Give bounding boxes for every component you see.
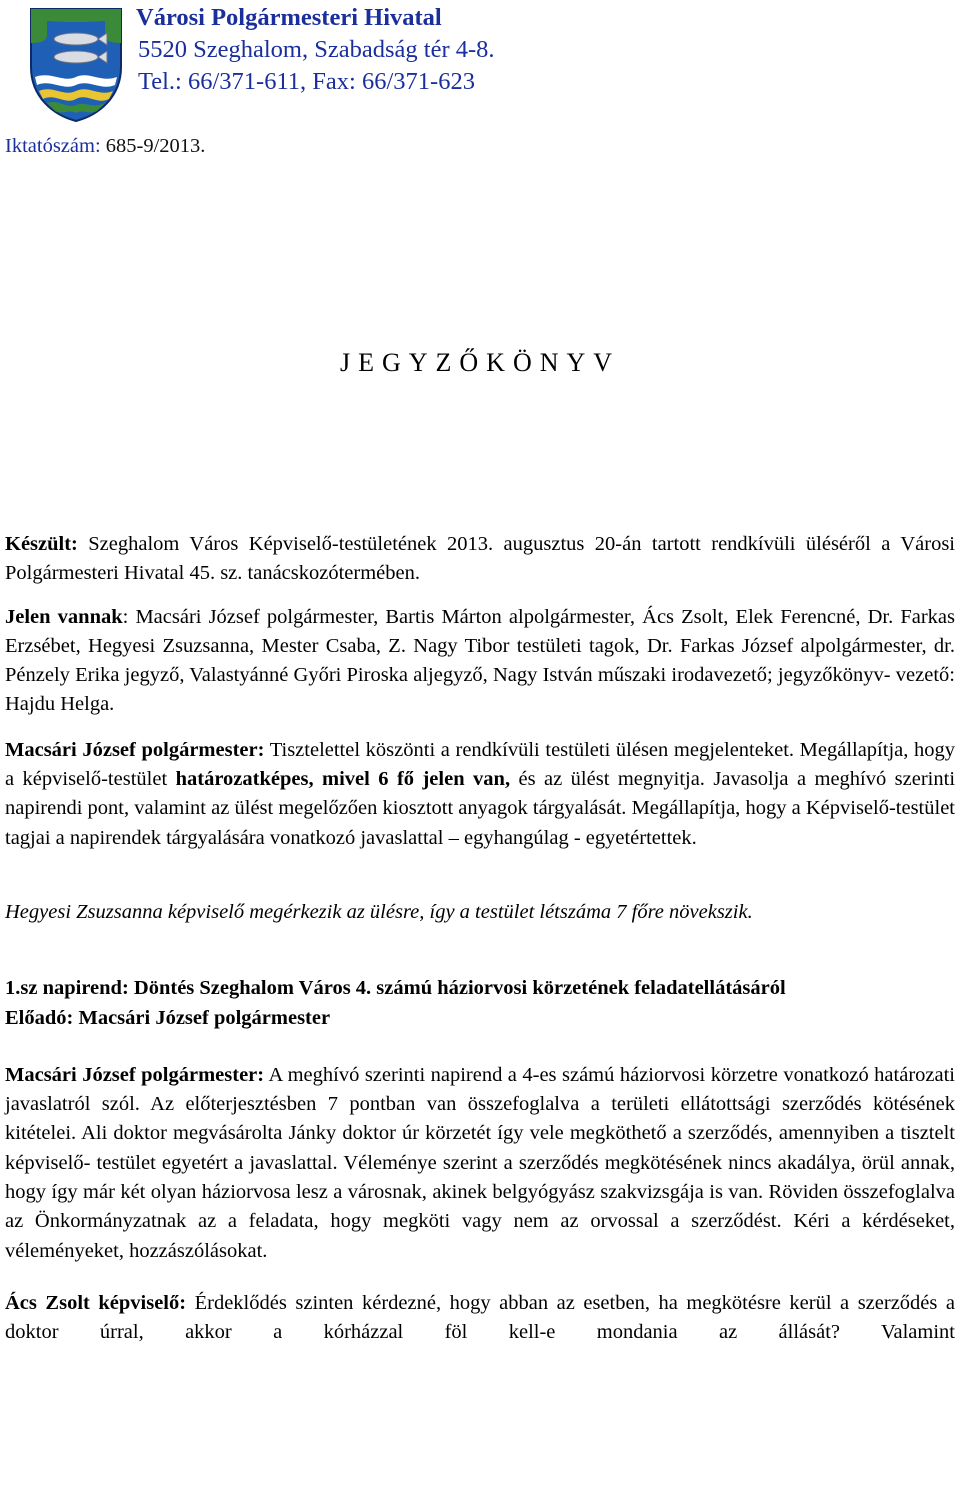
agenda-item: 1.sz napirend: Döntés Szeghalom Város 4. számú háziorvosi körzetének feladatellátásáról [5,977,786,1000]
acs-text: Érdeklődés szinten kérdezné, hogy abban az esetben, ha megkötésre kerül a szerződés a doktor úrral, akkor a kórházzal föl kell-e mondania az állását? Valamint [5,1291,956,1344]
late-arrival-note: Hegyesi Zsuzsanna képviselő megérkezik az ülésre, így a testület létszáma 7 főre növekszik. [5,900,753,923]
opening-paragraph [5,736,955,853]
opening-text-1: Tisztelettel köszönti a rendkívüli testületi ülésen megjelenteket. Megállapítja, hogy a képviselő-testület [5,738,955,791]
office-address: 5520 Szeghalom, Szabadság tér 4-8. [138,36,495,63]
mayor-text: A meghívó szerinti napirend a 4-es számú háziorvosi körzetre vonatkozó határozati javaslatról szól. Az előterjesztésben 7 pontban van összefoglalva a területi ellátottsági szerződés kötésének kitételei. Ali doktor megvásárolta Jánky doktor úr körzetét így vele megköthető a szerződés, amennyiben a tisztelt képviselő- testület egyetért a javaslattal. Véleménye szerint a szerződés megkötésének nincs akadálya, örül annak, hogy így már két olyan háziorvosa lesz a városnak, akinek belgyógyász szakvizsgája is van. Röviden összefoglalva az Önkormányzatnak az a feladata, hogy megköti vagy nem az orvossal a szerződést. Kéri a kérdéseket, véleményeket, hozzászólásokat. [5,1063,955,1262]
registration-number [5,135,205,158]
document-body [5,530,955,1348]
quorum-statement: határozatképes, mivel 6 fő jelen van, [175,768,511,791]
opening-speaker: Macsári József polgármester: [5,738,265,761]
present-text: : Macsári József polgármester, Bartis Márton alpolgármester, Ács Zsolt, Elek Ferencné, Dr. Farkas Erzsébet, Hegyesi Zsuzsanna, Mester Csaba, Z. Nagy Tibor testületi tagok, Dr. Farkas József alpolgármester, dr. Pénzely Erika jegyző, Valastyánné Győri Piroska aljegyző, Nagy István műszaki irodavezető; jegyzőkönyv- vezető: Hajdu Helga. [5,605,955,716]
registration-value: 685-9/2013. [100,135,206,157]
made-label: Készült: [5,533,78,555]
agenda-speaker: Előadó: Macsári József polgármester [5,1006,331,1029]
present-paragraph [5,603,955,720]
present-label: Jelen vannak [5,605,123,628]
town-crest-icon [27,5,125,123]
made-text: Szeghalom Város Képviselő-testületének 2013. augusztus 20-án tartott rendkívüli üléséről a Városi Polgármesteri Hivatal 45. sz. tanácskozótermében. [5,533,955,585]
document-title: JEGYZŐKÖNYV [339,348,621,377]
office-phone: Tel.: 66/371-611, Fax: 66/371-623 [138,68,475,95]
registration-label: Iktatószám: [5,135,101,157]
letterhead [136,2,495,98]
mayor-statement [5,1061,955,1266]
opening-text-2: és az ülést megnyitja. Javasolja a meghívó szerinti napirendi pont, valamint az ülést megelőzően kiosztott anyagok tárgyalását. Megállapítja, hogy a Képviselő-testület tagjai a napirendek tárgyalására vonatkozó javaslattal – egyhangúlag - egyetértettek. [5,768,956,849]
mayor-speaker: Macsári József polgármester: [5,1063,265,1086]
made-paragraph [5,530,955,589]
acs-speaker: Ács Zsolt képviselő: [5,1291,187,1314]
office-name: Városi Polgármesteri Hivatal [136,4,442,31]
acs-statement [5,1289,955,1348]
